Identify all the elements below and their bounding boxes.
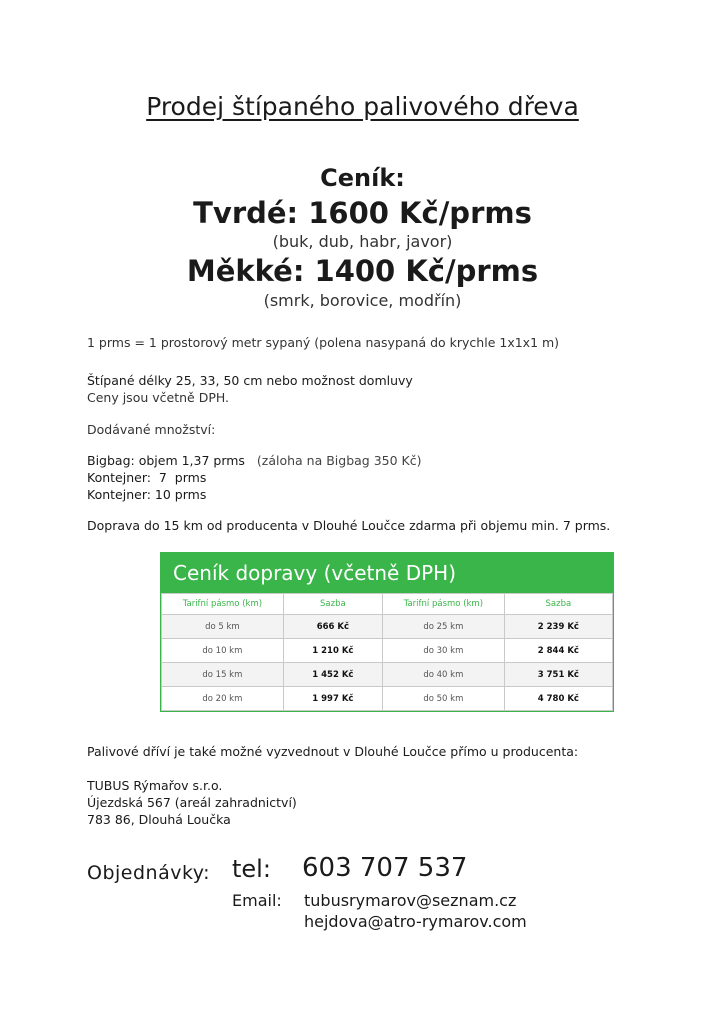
- table-row: [162, 687, 613, 711]
- zone-cell: do 40 km: [382, 663, 504, 687]
- rate-cell: 3 751 Kč: [504, 663, 612, 687]
- zone-cell: do 50 km: [382, 687, 504, 711]
- orders-label: Objednávky:: [87, 862, 211, 884]
- zone-cell: do 25 km: [382, 615, 504, 639]
- pricelist-heading: Ceník:: [320, 164, 405, 192]
- email-label: Email:: [232, 891, 282, 910]
- rate-cell: 666 Kč: [283, 615, 382, 639]
- container-10: Kontejner: 10 prms: [87, 487, 207, 502]
- street-address: Újezdská 567 (areál zahradnictví): [87, 795, 297, 810]
- email-link-2[interactable]: hejdova@atro-rymarov.com: [304, 912, 527, 931]
- tel-label: tel:: [232, 855, 271, 883]
- quantity-heading: Dodávané množství:: [87, 422, 216, 437]
- table-row: [162, 639, 613, 663]
- zone-cell: do 10 km: [162, 639, 284, 663]
- zone-cell: do 20 km: [162, 687, 284, 711]
- rate-table: [161, 593, 613, 711]
- rate-cell: 1 997 Kč: [283, 687, 382, 711]
- phone-number[interactable]: 603 707 537: [302, 853, 468, 883]
- transport-note: Doprava do 15 km od producenta v Dlouhé Loučce zdarma při objemu min. 7 prms.: [87, 518, 611, 533]
- bigbag-volume: Bigbag: objem 1,37 prms: [87, 453, 245, 468]
- city-address: 783 86, Dlouhá Loučka: [87, 812, 231, 827]
- rate-cell: 4 780 Kč: [504, 687, 612, 711]
- lengths-note: Štípané délky 25, 33, 50 cm nebo možnost domluvy: [87, 373, 413, 388]
- page-title: Prodej štípaného palivového dřeva: [146, 92, 579, 121]
- company-name: TUBUS Rýmařov s.r.o.: [87, 778, 223, 793]
- hardwood-price: Tvrdé: 1600 Kč/prms: [193, 196, 532, 230]
- rate-cell: 2 239 Kč: [504, 615, 612, 639]
- header-rate: Sazba: [504, 594, 612, 615]
- zone-cell: do 30 km: [382, 639, 504, 663]
- pickup-note: Palivové dříví je také možné vyzvednout v Dlouhé Loučce přímo u producenta:: [87, 744, 579, 759]
- softwood-types: (smrk, borovice, modřín): [263, 291, 462, 310]
- prms-definition: 1 prms = 1 prostorový metr sypaný (polena nasypaná do krychle 1x1x1 m): [87, 335, 560, 350]
- dph-note: Ceny jsou včetně DPH.: [87, 390, 230, 405]
- hardwood-types: (buk, dub, habr, javor): [272, 232, 453, 251]
- rate-cell: 1 210 Kč: [283, 639, 382, 663]
- table-header-row: [162, 594, 613, 615]
- header-rate: Sazba: [283, 594, 382, 615]
- zone-cell: do 5 km: [162, 615, 284, 639]
- email-link-1[interactable]: tubusrymarov@seznam.cz: [304, 891, 517, 910]
- table-title: Ceník dopravy (včetně DPH): [161, 553, 613, 593]
- bigbag-deposit: (záloha na Bigbag 350 Kč): [256, 453, 422, 468]
- header-zone: Tarifní pásmo (km): [162, 594, 284, 615]
- rate-cell: 1 452 Kč: [283, 663, 382, 687]
- table-row: [162, 663, 613, 687]
- rate-cell: 2 844 Kč: [504, 639, 612, 663]
- transport-price-table: [160, 552, 614, 712]
- header-zone: Tarifní pásmo (km): [382, 594, 504, 615]
- table-row: [162, 615, 613, 639]
- bigbag-line: [87, 452, 421, 469]
- softwood-price: Měkké: 1400 Kč/prms: [186, 254, 539, 288]
- zone-cell: do 15 km: [162, 663, 284, 687]
- container-7: Kontejner: 7 prms: [87, 470, 207, 485]
